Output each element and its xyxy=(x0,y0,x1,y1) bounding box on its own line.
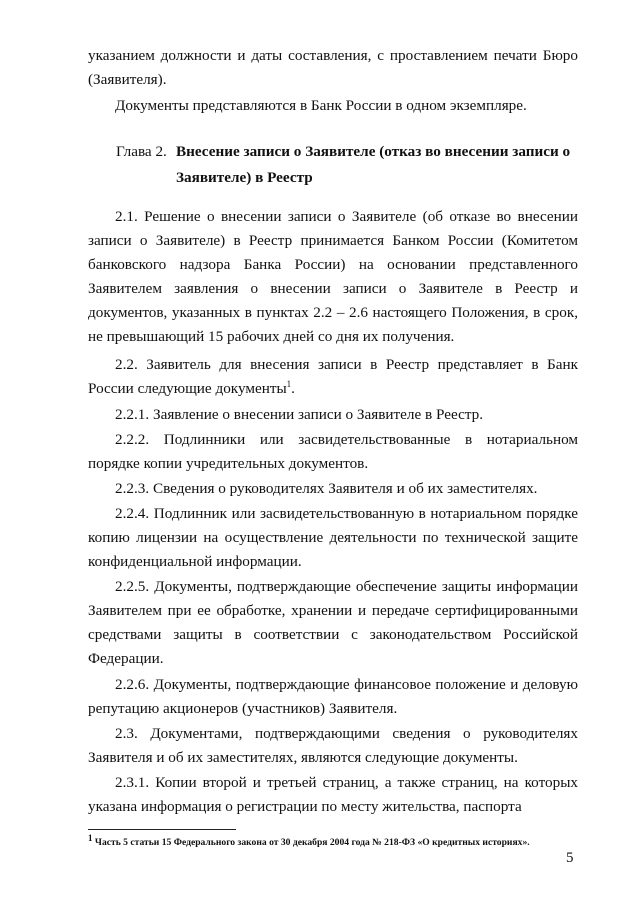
paragraph-intro-2: Документы представляются в Банк России в одном экземпляре. xyxy=(115,97,527,114)
paragraph-2-2-5: 2.2.5. Документы, подтверждающие обеспечение защиты информации Заявителем при ее обработке, хранении и передаче сертифицированными средствами защиты в соответствии с законодательством Российской Федерации. xyxy=(88,578,578,667)
paragraph-2-2-3: 2.2.3. Сведения о руководителях Заявителя и об их заместителях. xyxy=(115,480,538,497)
chapter-title-line-1: Внесение записи о Заявителе (отказ во внесении записи о xyxy=(176,143,571,160)
chapter-title-line-2: Заявителе) в Реестр xyxy=(176,169,313,186)
footnote-separator xyxy=(88,829,236,830)
chapter-heading xyxy=(116,139,586,191)
paragraph-2-2-end: . xyxy=(291,380,295,397)
page-number: 5 xyxy=(566,850,574,866)
paragraph-2-2 xyxy=(88,353,578,401)
paragraph-2-2-1: 2.2.1. Заявление о внесении записи о Заявителе в Реестр. xyxy=(115,406,484,423)
paragraph-2-2-6: 2.2.6. Документы, подтверждающие финансовое положение и деловую репутацию акционеров (участников) Заявителя. xyxy=(88,676,578,717)
paragraph-2-2-text: 2.2. Заявитель для внесения записи в Реестр представляет в Банк России следующие документы xyxy=(88,356,578,397)
footnote xyxy=(88,832,578,849)
paragraph-2-2-2: 2.2.2. Подлинники или засвидетельствованные в нотариальном порядке копии учредительных документов. xyxy=(88,431,578,472)
paragraph-intro-1: указанием должности и даты составления, с проставлением печати Бюро (Заявителя). xyxy=(88,47,578,88)
chapter-label: Глава 2. xyxy=(116,143,167,160)
footnote-reference: 1 xyxy=(286,378,292,389)
paragraph-2-3-1: 2.3.1. Копии второй и третьей страниц, а также страниц, на которых указана информация о регистрации по месту жительства, паспорта xyxy=(88,774,578,815)
footnote-text: Часть 5 статьи 15 Федерального закона от 30 декабря 2004 года № 218-ФЗ «О кредитных историях». xyxy=(92,837,530,848)
footnote-mark: 1 xyxy=(88,832,93,843)
paragraph-2-3: 2.3. Документами, подтверждающими сведения о руководителях Заявителя и об их заместителях, являются следующие документы. xyxy=(88,725,578,766)
paragraph-2-1: 2.1. Решение о внесении записи о Заявителе (об отказе во внесении записи о Заявителе) в Реестр принимается Банком России (Комитетом банковского надзора Банка России) на основании представленного Заявителем заявления о внесении записи о Заявителе в Реестр и документов, указанных в пунктах 2.2 – 2.6 настоящего Положения, в срок, не превышающий 15 рабочих дней со дня их получения. xyxy=(88,208,578,345)
paragraph-2-2-4: 2.2.4. Подлинник или засвидетельствованную в нотариальном порядке копию лицензии на осуществление деятельности по технической защите конфиденциальной информации. xyxy=(88,505,578,570)
